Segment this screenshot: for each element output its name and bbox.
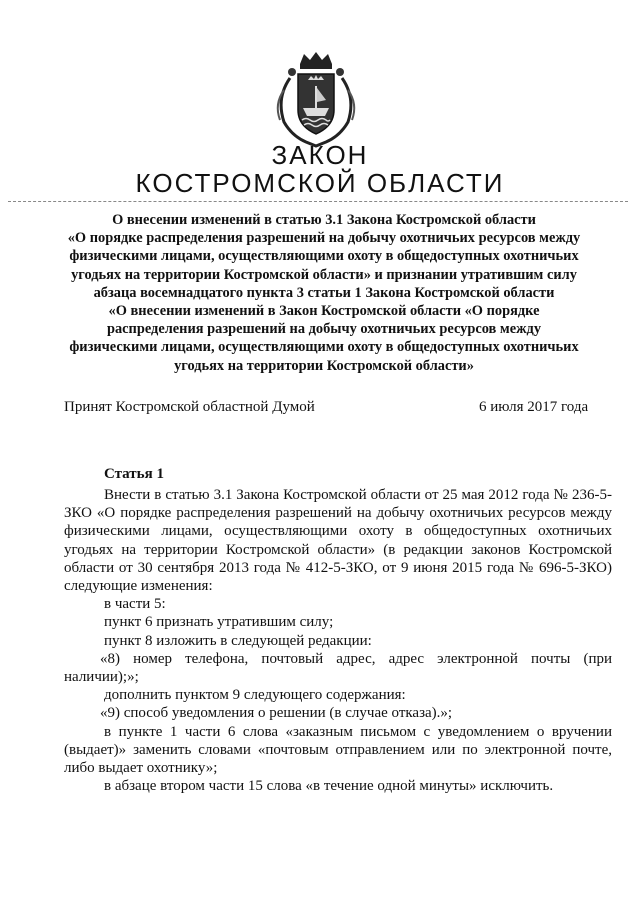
- article-paragraph: в части 5:: [104, 596, 166, 613]
- article-heading: Статья 1: [104, 466, 164, 482]
- title-line: О внесении изменений в статью 3.1 Закона Костромской области: [112, 212, 536, 228]
- article-paragraph: пункт 8 изложить в следующей редакции:: [104, 632, 372, 649]
- article-paragraph: дополнить пунктом 9 следующего содержания:: [104, 687, 406, 704]
- article-paragraph: в абзаце втором части 15 слова «в течение одной минуты» исключить.: [104, 778, 554, 795]
- article-paragraph: пункт 6 признать утратившим силу;: [104, 614, 334, 631]
- article-body: [64, 486, 612, 795]
- title-line: «О порядке распределения разрешений на добычу охотничьих ресурсов между: [67, 230, 581, 247]
- scan-divider: [8, 201, 628, 202]
- adopted-date: 6 июля 2017 года: [479, 399, 589, 415]
- law-type-heading: ЗАКОН: [271, 140, 369, 170]
- title-line: физическими лицами, осуществляющими охоту в общедоступных охотничьих: [69, 248, 579, 265]
- title-line: «О внесении изменений в Закон Костромской области «О порядке: [108, 303, 540, 320]
- kostroma-coat-of-arms-icon: [270, 50, 362, 148]
- law-title: [62, 211, 586, 375]
- title-line: физическими лицами, осуществляющими охоту в общедоступных охотничьих: [69, 339, 579, 356]
- article-paragraph: Внести в статью 3.1 Закона Костромской области от 25 мая 2012 года № 236-5-ЗКО «О порядке распределения разрешений на добычу охотничьих ресурсов между физическими лицами, осуществляющими охоту в общедоступных охотничьих угодьях на территории Костромской области» (в редакции законов Костромской области от 30 сентября 2013 года № 412-5-ЗКО, от 9 июня 2015 года № 696-5-ЗКО) следующие изменения:: [64, 487, 612, 595]
- title-line: абзаца восемнадцатого пункта 3 статьи 1 Закона Костромской области: [93, 284, 555, 301]
- region-heading: КОСТРОМСКОЙ ОБЛАСТИ: [135, 168, 505, 198]
- adopted-by: Принят Костромской областной Думой: [64, 399, 315, 415]
- article-paragraph: «8) номер телефона, почтовый адрес, адрес электронной почты (при наличии);»;: [64, 650, 612, 686]
- title-line: распределения разрешений на добычу охотничьих ресурсов между: [106, 321, 542, 338]
- article-paragraph: в пункте 1 части 6 слова «заказным письмом с уведомлением о вручении (выдает)» заменить словами «почтовым отправлением или по электронной почте, либо выдает охотнику»;: [64, 723, 612, 777]
- article-paragraph: «9) способ уведомления о решении (в случае отказа).»;: [100, 705, 453, 722]
- title-line: угодьях на территории Костромской области» и признании утратившим силу: [71, 266, 577, 283]
- title-line: угодьях на территории Костромской области»: [174, 357, 474, 374]
